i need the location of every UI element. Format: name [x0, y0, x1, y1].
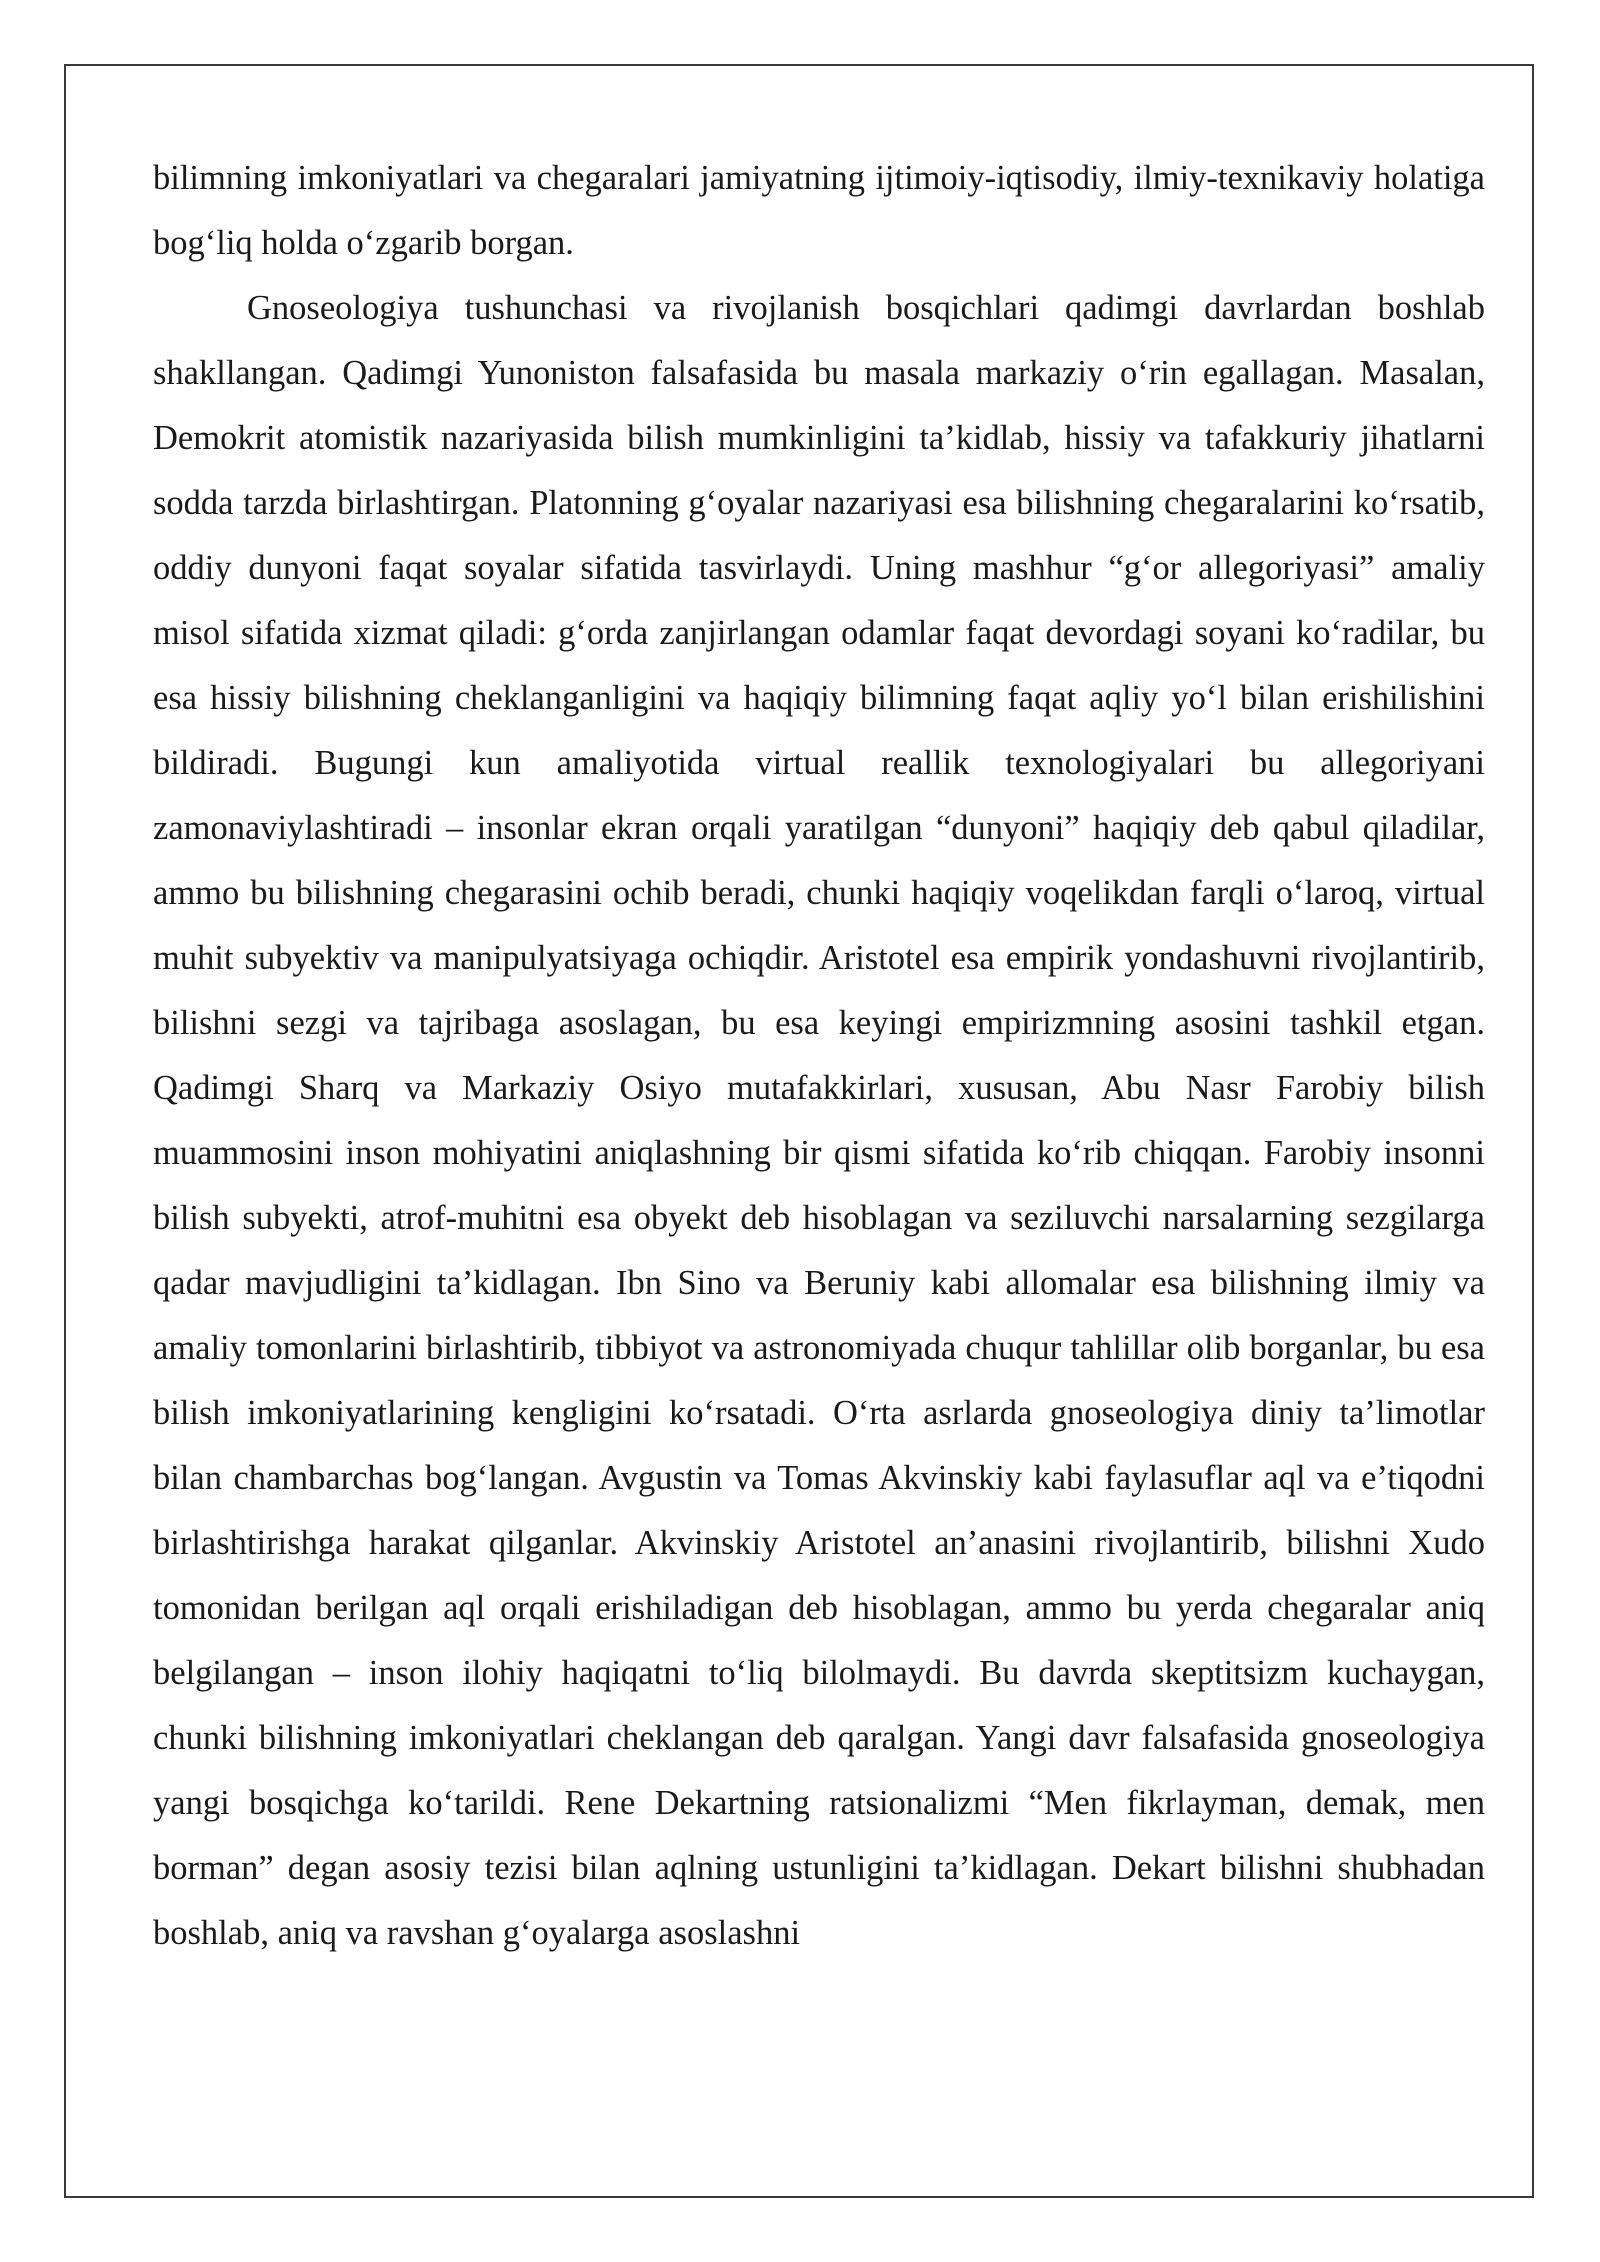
document-body [153, 146, 1485, 1966]
paragraph-gnoseologiya: Gnoseologiya tushunchasi va rivojlanish bosqichlari qadimgi davrlardan boshlab shakllangan. Qadimgi Yunoniston falsafasida bu masala markaziy o‘rin egallagan. Masalan, Demokrit atomistik nazariyasida bilish mumkinligini ta’kidlab, hissiy va tafakkuriy jihatlarni sodda tarzda birlashtirgan. Platonning g‘oyalar nazariyasi esa bilishning chegaralarini ko‘rsatib, oddiy dunyoni faqat soyalar sifatida tasvirlaydi. Uning mashhur “g‘or allegoriyasi” amaliy misol sifatida xizmat qiladi: g‘orda zanjirlangan odamlar faqat devordagi soyani ko‘radilar, bu esa hissiy bilishning cheklanganligini va haqiqiy bilimning faqat aqliy yo‘l bilan erishilishini bildiradi. Bugungi kun amaliyotida virtual reallik texnologiyalari bu allegoriyani zamonaviylashtiradi – insonlar ekran orqali yaratilgan “dunyoni” haqiqiy deb qabul qiladilar, ammo bu bilishning chegarasini ochib beradi, chunki haqiqiy voqelikdan farqli o‘laroq, virtual muhit subyektiv va manipulyatsiyaga ochiqdir. Aristotel esa empirik yondashuvni rivojlantirib, bilishni sezgi va tajribaga asoslagan, bu esa keyingi empirizmning asosini tashkil etgan. Qadimgi Sharq va Markaziy Osiyo mutafakkirlari, xususan, Abu Nasr Farobiy bilish muammosini inson mohiyatini aniqlashning bir qismi sifatida ko‘rib chiqqan. Farobiy insonni bilish subyekti, atrof-muhitni esa obyekt deb hisoblagan va seziluvchi narsalarning sezgilarga qadar mavjudligini ta’kidlagan. Ibn Sino va Beruniy kabi allomalar esa bilishning ilmiy va amaliy tomonlarini birlashtirib, tibbiyot va astronomiyada chuqur tahlillar olib borganlar, bu esa bilish imkoniyatlarining kengligini ko‘rsatadi. O‘rta asrlarda gnoseologiya diniy ta’limotlar bilan chambarchas bog‘langan. Avgustin va Tomas Akvinskiy kabi faylasuflar aql va e’tiqodni birlashtirishga harakat qilganlar. Akvinskiy Aristotel an’anasini rivojlantirib, bilishni Xudo tomonidan berilgan aql orqali erishiladigan deb hisoblagan, ammo bu yerda chegaralar aniq belgilangan – inson ilohiy haqiqatni to‘liq bilolmaydi. Bu davrda skeptitsizm kuchaygan, chunki bilishning imkoniyatlari cheklangan deb qaralgan. Yangi davr falsafasida gnoseologiya yangi bosqichga ko‘tarildi. Rene Dekartning ratsionalizmi “Men fikrlayman, demak, men borman” degan asosiy tezisi bilan aqlning ustunligini ta’kidlagan. Dekart bilishni shubhadan boshlab, aniq va ravshan g‘oyalarga asoslashni [153, 289, 1485, 1952]
paragraph-continuation: bilimning imkoniyatlari va chegaralari jamiyatning ijtimoiy-iqtisodiy, ilmiy-texnikaviy holatiga bog‘liq holda o‘zgarib borgan. [153, 159, 1485, 262]
